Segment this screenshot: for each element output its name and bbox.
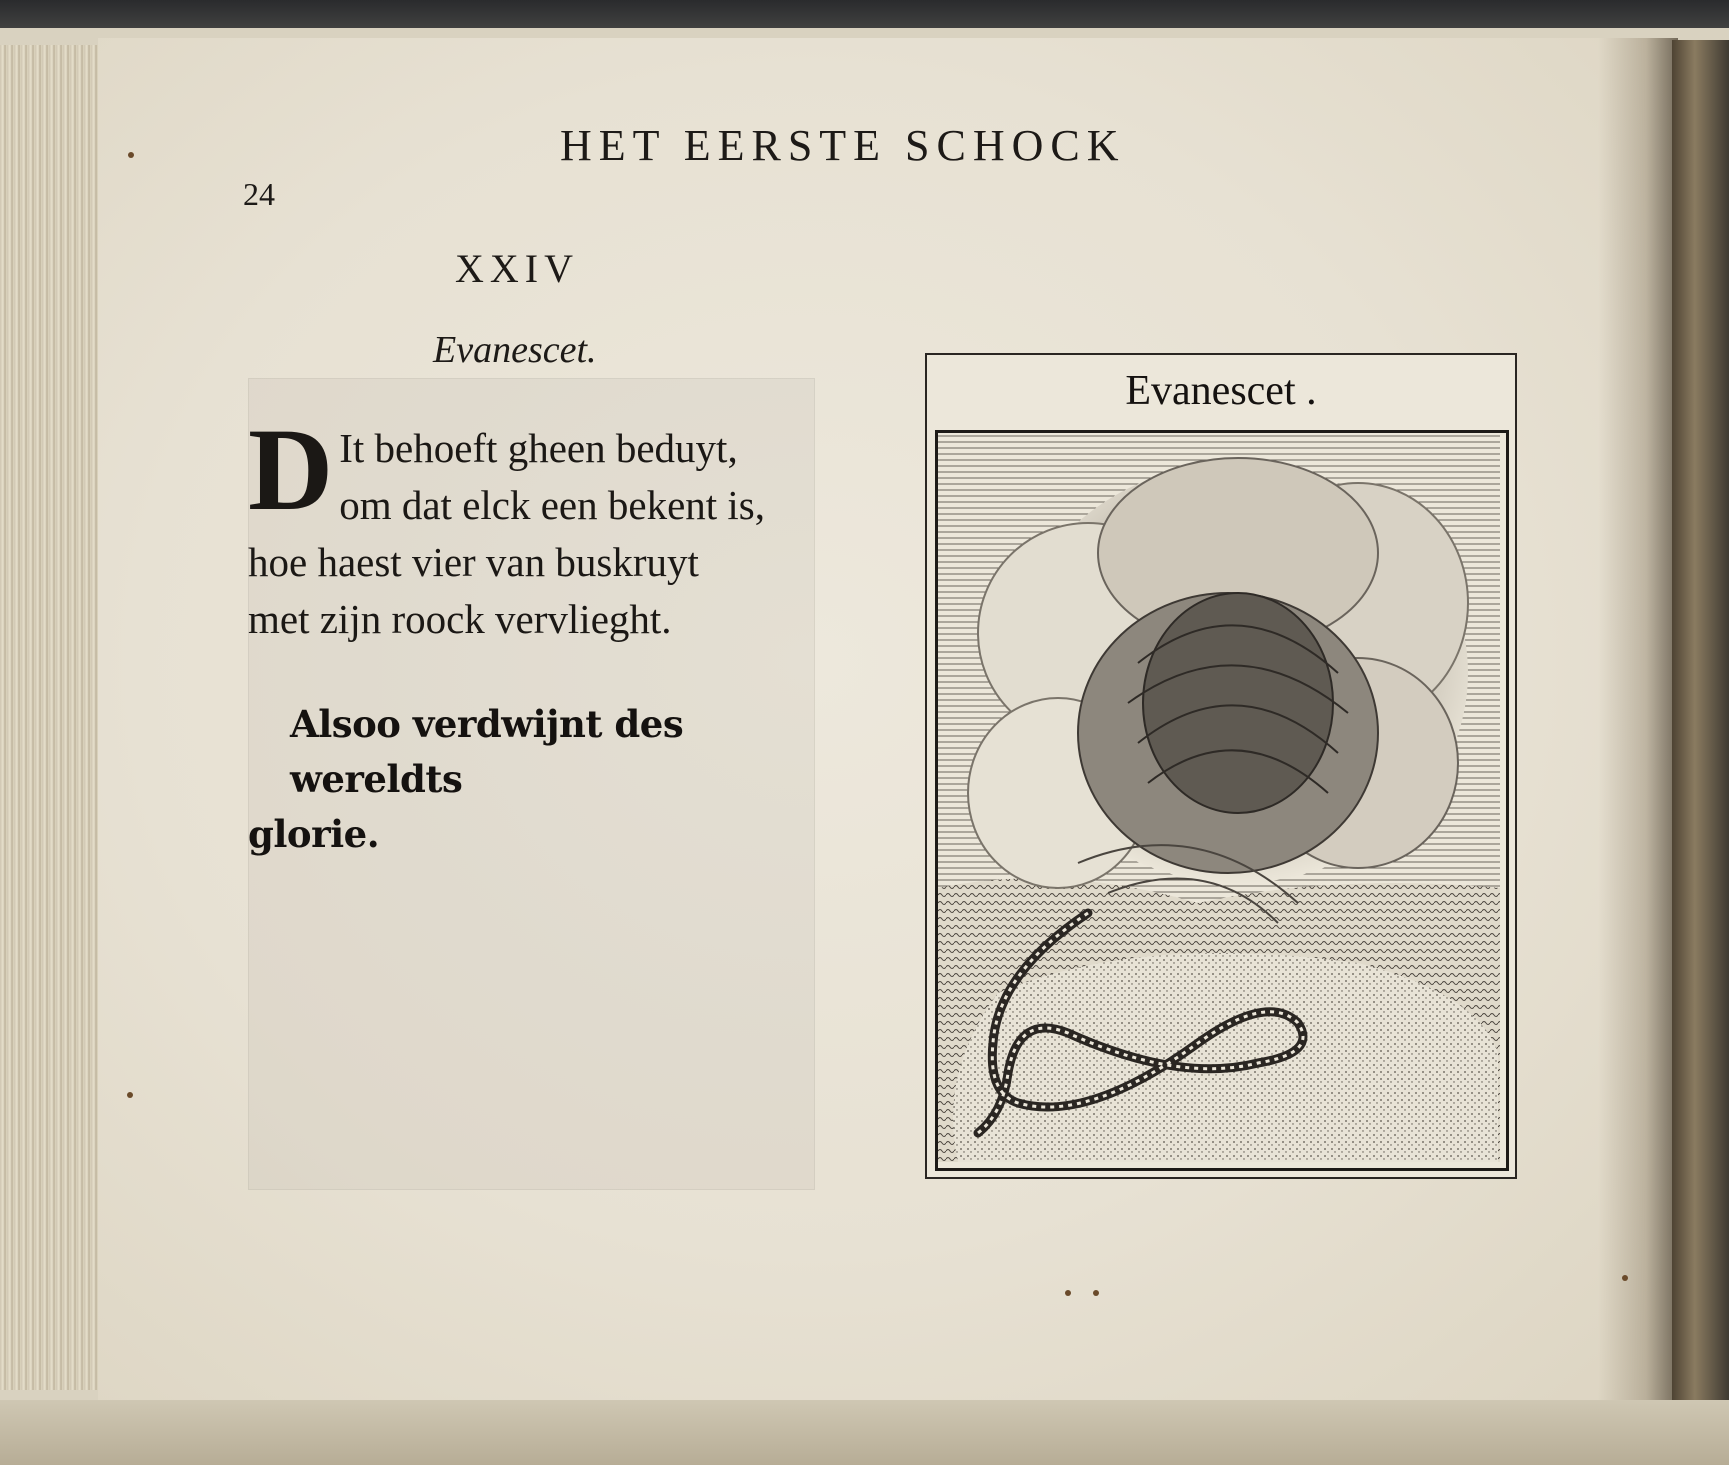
verse-block: [248, 404, 828, 648]
page-gutter-shadow: [1598, 38, 1678, 1423]
book-binding: [1672, 40, 1729, 1460]
verse-line-1-text: It behoeft gheen beduyt,: [339, 425, 738, 471]
verse-line-4: met zijn roock vervlieght.: [248, 596, 672, 642]
engraving-illustration: [938, 433, 1500, 1162]
paper-speck: [1093, 1290, 1099, 1296]
emblem-plate: [925, 353, 1517, 1179]
moral-line-2: glorie.: [248, 812, 380, 856]
page-number: 24: [243, 176, 275, 212]
emblem-numeral: XXIV: [455, 246, 579, 291]
paper-speck: [1622, 1275, 1628, 1281]
moral-line-1: Alsoo verdwijnt des wereldts: [290, 702, 684, 801]
moral-block: [248, 697, 828, 862]
verse-line-3: hoe haest vier van buskruyt: [248, 539, 699, 585]
paper-speck: [1065, 1290, 1071, 1296]
book-bottom-edge: [0, 1400, 1729, 1465]
foreground-stipple: [953, 953, 1498, 1162]
running-head: HET EERSTE SCHOCK: [560, 121, 1126, 170]
emblem-plate-motto: Evanescet .: [1125, 368, 1317, 414]
verse-line-2: om dat elck een bekent is,: [339, 482, 766, 528]
emblem-motto-heading: Evanescet.: [433, 329, 597, 371]
paper-speck: [127, 1092, 133, 1098]
paper-speck: [128, 152, 134, 158]
drop-cap: D: [248, 404, 334, 535]
page-edges: [0, 45, 102, 1390]
engraving-smoke-and-fuse: [935, 430, 1509, 1171]
